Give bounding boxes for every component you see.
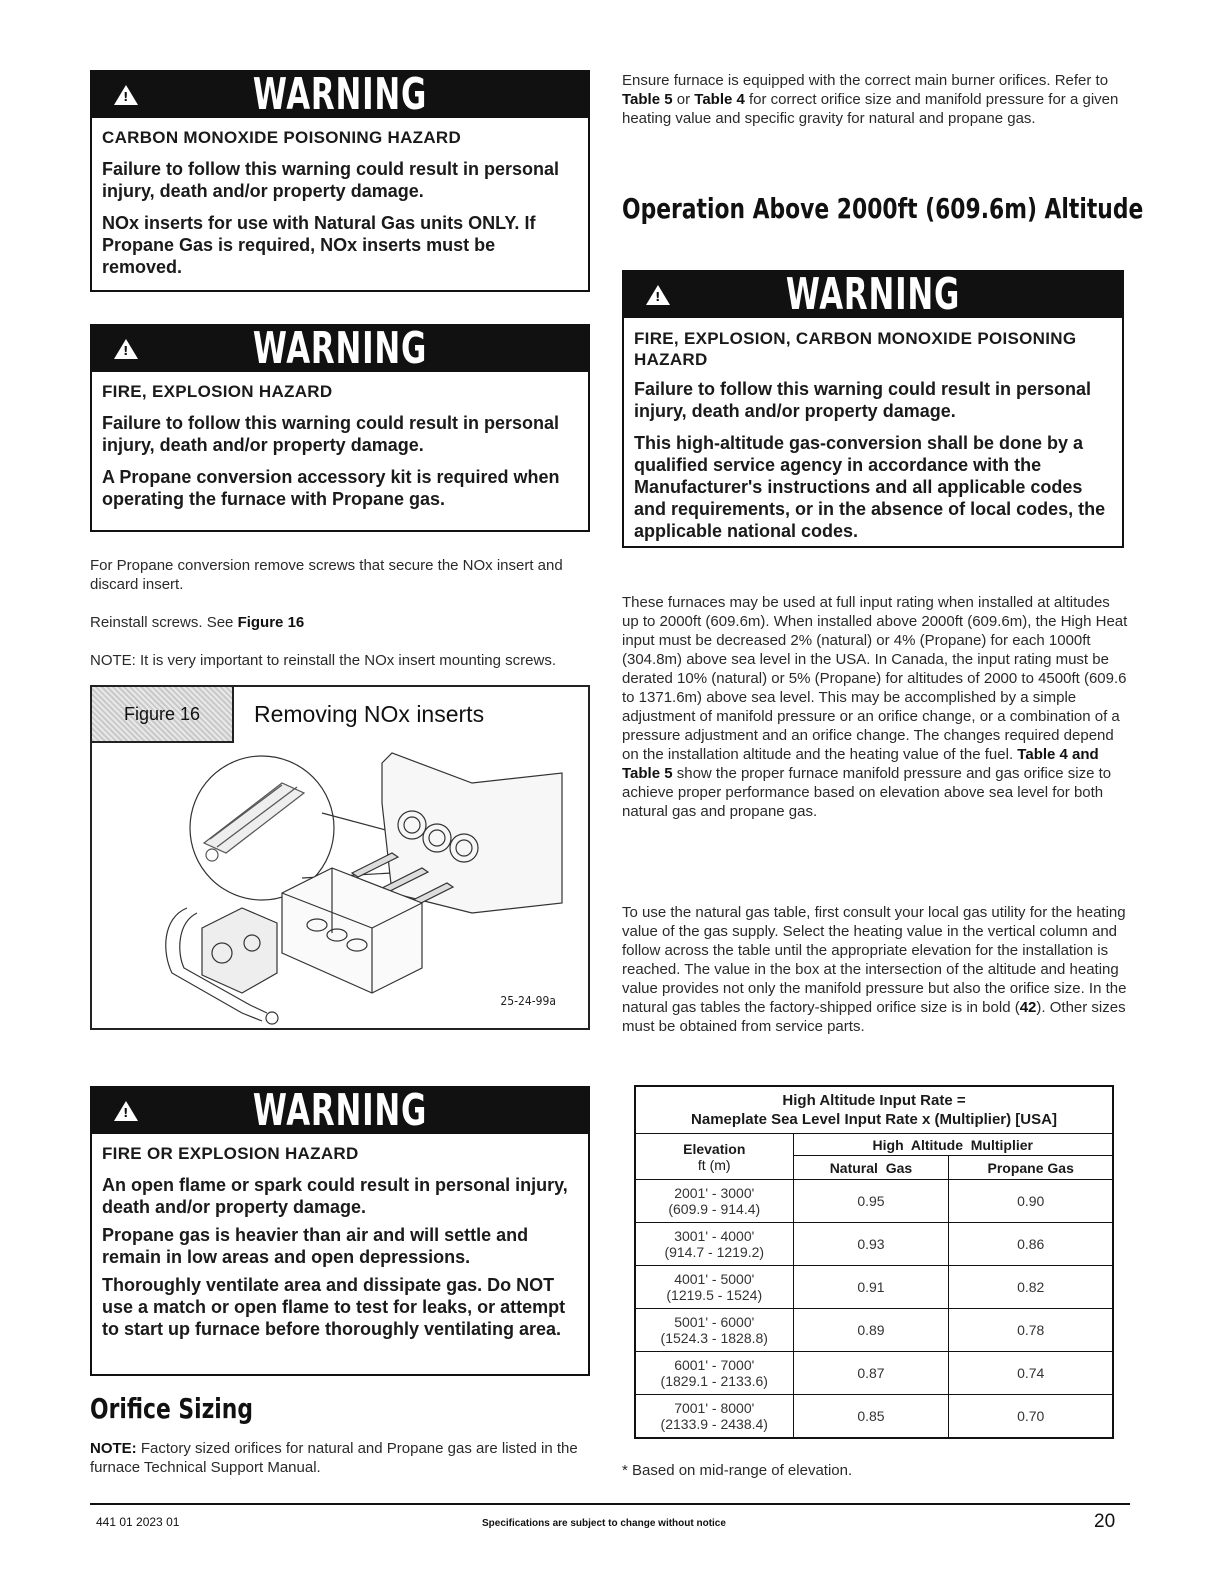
elevation-header: [635, 1134, 793, 1180]
table-footnote: * Based on mid-range of elevation.: [622, 1462, 853, 1479]
natural-gas-multiplier: 0.85: [793, 1395, 949, 1438]
warning-box-fire-explosion: [90, 324, 590, 532]
orifice-sizing-heading: Orifice Sizing: [90, 1392, 253, 1425]
propane-gas-multiplier: 0.82: [949, 1266, 1113, 1309]
warning-hazard: FIRE OR EXPLOSION HAZARD: [102, 1144, 359, 1163]
warning-header: [624, 269, 1122, 320]
warning-text: Failure to follow this warning could result in personal injury, death and/or property damage.: [102, 159, 560, 201]
warning-text: A Propane conversion accessory kit is required when operating the furnace with Propane gas.: [102, 467, 560, 509]
warning-text: This high-altitude gas-conversion shall be done by a qualified service agency in accordance with the Manufacturer's instructions and all applicable codes and requirements, or in the absence of local codes, the applicable national codes.: [634, 433, 1106, 541]
warning-text: Propane gas is heavier than air and will settle and remain in low areas and open depressions.: [102, 1225, 529, 1267]
elevation-cell: [635, 1266, 793, 1309]
document-number: 441 01 2023 01: [96, 1515, 180, 1529]
elevation-header-line: ft (m): [697, 1156, 731, 1173]
warning-triangle-icon: [646, 285, 670, 305]
warning-text: Thoroughly ventilate area and dissipate gas. Do NOT use a match or open flame to test for leaks, or attempt to start up furnace before thoroughly ventilating area.: [102, 1275, 566, 1339]
warning-triangle-icon: [114, 339, 138, 359]
warning-box-carbon-monoxide: [90, 70, 590, 292]
elevation-header-line: Elevation: [683, 1140, 746, 1157]
warning-text: An open flame or spark could result in personal injury, death and/or property damage.: [102, 1175, 568, 1217]
propane-gas-header: Propane Gas: [949, 1156, 1113, 1180]
elevation-m: (1524.3 - 1828.8): [660, 1330, 768, 1346]
elevation-m: (1219.5 - 1524): [666, 1287, 763, 1303]
warning-triangle-icon: [114, 85, 138, 105]
warning-header: [92, 323, 588, 374]
elevation-cell: [635, 1180, 793, 1223]
table-row: [635, 1266, 1113, 1309]
orifice-note-paragraph: [90, 1439, 590, 1477]
elevation-cell: [635, 1352, 793, 1395]
table-row: [635, 1395, 1113, 1438]
natural-gas-multiplier: 0.93: [793, 1223, 949, 1266]
elevation-cell: [635, 1309, 793, 1352]
warning-title: WARNING: [252, 69, 428, 120]
warning-box-fire-or-explosion: [90, 1086, 590, 1376]
table-5-reference: Table 5: [622, 91, 673, 108]
natural-gas-header: Natural Gas: [793, 1156, 949, 1180]
orifice-intro-paragraph: [622, 71, 1128, 128]
table-4-reference: Table 4: [694, 91, 745, 108]
intro-text: Ensure furnace is equipped with the correct main burner orifices. Refer to: [622, 72, 1109, 89]
tables-reference: Table 4 and Table 5: [622, 746, 1099, 782]
specifications-notice: Specifications are subject to change without notice: [482, 1518, 726, 1529]
elevation-m: (1829.1 - 2133.6): [660, 1373, 768, 1389]
altitude-derate-paragraph: [622, 593, 1128, 821]
elevation-ft: 6001' - 7000': [674, 1357, 755, 1373]
natural-gas-multiplier: 0.89: [793, 1309, 949, 1352]
propane-gas-multiplier: 0.74: [949, 1352, 1113, 1395]
natural-gas-multiplier: 0.91: [793, 1266, 949, 1309]
page-number: 20: [1094, 1511, 1116, 1532]
figure-title: Removing NOx inserts: [254, 701, 485, 727]
altitude-heading: Operation Above 2000ft (609.6m) Altitude: [622, 192, 1144, 225]
note-text: Factory sized orifices for natural and Propane gas are listed in the furnace Technical Support Manual.: [90, 1440, 578, 1476]
natural-gas-multiplier: 0.87: [793, 1352, 949, 1395]
elevation-ft: 7001' - 8000': [674, 1399, 755, 1416]
figure-code: 25-24-99a: [500, 994, 556, 1008]
figure-tab: Figure 16: [92, 687, 234, 743]
warning-text: NOx inserts for use with Natural Gas units ONLY. If Propane Gas is required, NOx inserts must be removed.: [102, 213, 536, 277]
elevation-cell: [635, 1395, 793, 1438]
intro-text: or: [672, 91, 695, 108]
reinstall-text: Reinstall screws. See: [90, 614, 238, 631]
warning-text: Failure to follow this warning could result in personal injury, death and/or property damage.: [102, 413, 560, 455]
note-paragraph: NOTE: It is very important to reinstall the NOx insert mounting screws.: [90, 652, 556, 669]
altitude-text: show the proper furnace manifold pressure and gas orifice size to achieve proper performance based on elevation above sea level for both natural gas and propane gas.: [622, 765, 1112, 820]
table-caption-line: High Altitude Input Rate =: [782, 1092, 966, 1109]
propane-gas-multiplier: 0.78: [949, 1309, 1113, 1352]
natural-gas-multiplier: 0.95: [793, 1180, 949, 1223]
warning-title: WARNING: [785, 269, 961, 320]
warning-header: [92, 1085, 588, 1136]
footer-rule: [90, 1503, 1130, 1505]
warning-title: WARNING: [252, 1085, 428, 1136]
warning-box-high-altitude: [622, 270, 1124, 548]
natural-gas-table-paragraph: [622, 903, 1128, 1036]
elevation-m: (2133.9 - 2438.4): [660, 1415, 768, 1432]
warning-text: Failure to follow this warning could result in personal injury, death and/or property damage.: [634, 379, 1092, 421]
high-altitude-multiplier-table: [634, 1085, 1114, 1439]
elevation-cell: [635, 1223, 793, 1266]
table-row: [635, 1352, 1113, 1395]
figure-16: [90, 685, 590, 1030]
bold-orifice-size: 42: [1019, 999, 1037, 1016]
warning-hazard: FIRE, EXPLOSION HAZARD: [102, 382, 333, 401]
propane-gas-multiplier: 0.86: [949, 1223, 1113, 1266]
table-row: [635, 1180, 1113, 1223]
figure-reference: Figure 16: [237, 614, 305, 631]
nox-insert-illustration: [92, 743, 588, 1028]
reinstall-paragraph: [90, 613, 590, 632]
table-row: [635, 1223, 1113, 1266]
propane-gas-multiplier: 0.90: [949, 1180, 1113, 1223]
elevation-ft: 5001' - 6000': [674, 1314, 755, 1330]
elevation-ft: 3001' - 4000': [674, 1228, 755, 1244]
elevation-m: (914.7 - 1219.2): [664, 1244, 765, 1260]
usage-text: To use the natural gas table, first consult your local gas utility for the heating value of the gas supply. Select the heating value in the vertical column and follow across the table until the appropriate elevation for the installation is reached. The value in the box at the intersection of the altitude and heating value provides not only the manifold pressure but also the orifice size. In the natural gas tables the factory-shipped orifice size is in bold (: [622, 904, 1127, 1016]
note-label: NOTE:: [90, 1440, 137, 1457]
warning-title: WARNING: [252, 323, 428, 374]
propane-conversion-paragraph: For Propane conversion remove screws that secure the NOx insert and discard insert.: [90, 557, 563, 593]
warning-hazard: CARBON MONOXIDE POISONING HAZARD: [102, 128, 462, 147]
intro-text: for correct orifice size and manifold pressure for a given heating value and specific gravity for natural and propane gas.: [622, 91, 1119, 127]
multiplier-header: High Altitude Multiplier: [793, 1134, 1113, 1156]
table-caption: [635, 1086, 1113, 1134]
usage-text: ). Other sizes must be obtained from service parts.: [622, 999, 1126, 1035]
elevation-ft: 2001' - 3000': [674, 1185, 755, 1201]
warning-header: [92, 69, 588, 120]
elevation-ft: 4001' - 5000': [674, 1271, 755, 1287]
warning-hazard: FIRE, EXPLOSION, CARBON MONOXIDE POISONING HAZARD: [634, 329, 1077, 369]
warning-triangle-icon: [114, 1101, 138, 1121]
table-row: [635, 1309, 1113, 1352]
propane-gas-multiplier: 0.70: [949, 1395, 1113, 1438]
elevation-m: (609.9 - 914.4): [668, 1201, 761, 1217]
table-caption-line: Nameplate Sea Level Input Rate x (Multiplier) [USA]: [691, 1111, 1057, 1128]
altitude-text: These furnaces may be used at full input rating when installed at altitudes up to 2000ft (609.6m). When installed above 2000ft (609.6m), the High Heat input must be decreased 2% (natural) or 4% (Propane) for each 1000ft (304.8m) above sea level in the USA. In Canada, the input rating must be derated 10% (natural) or 5% (Propane) for altitudes of 2000 to 4500ft (609.6 to 1371.6m) above sea level. This may be accomplished by a simple adjustment of manifold pressure or an orifice change, or a combination of a pressure adjustment and an orifice change. The changes required depend on the installation altitude and the heating value of the fuel.: [622, 594, 1128, 763]
